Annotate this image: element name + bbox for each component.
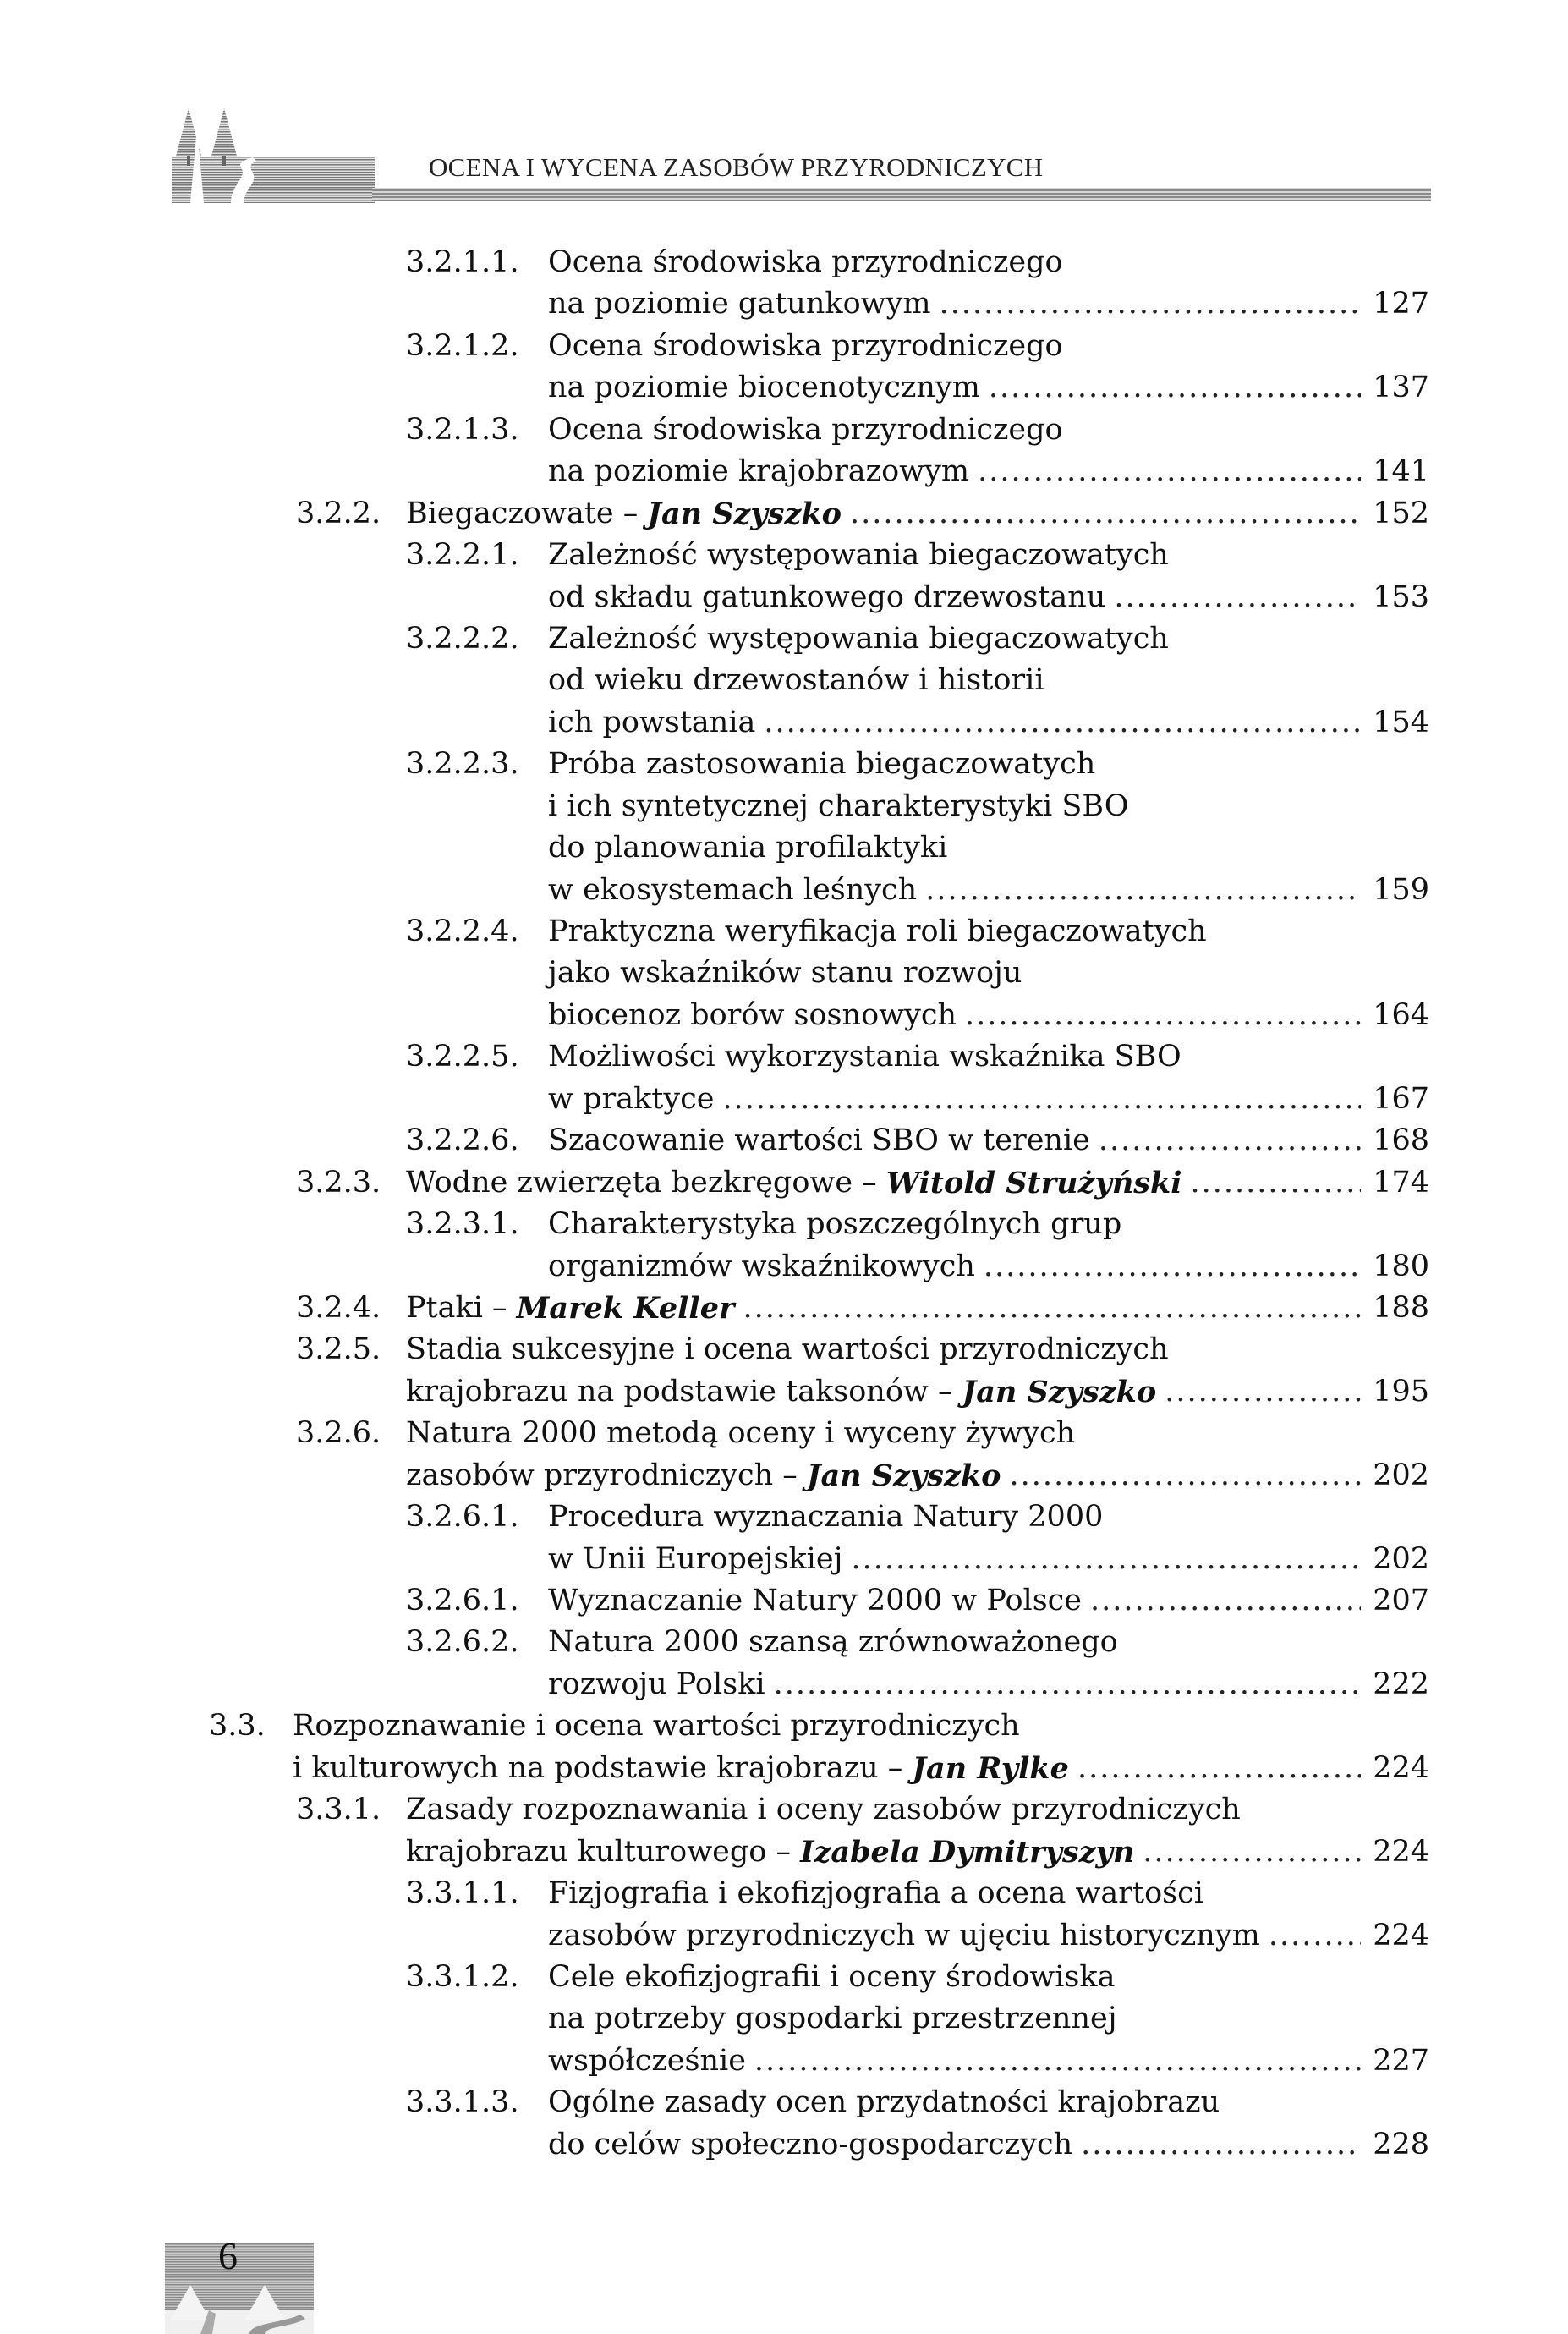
- section-title: na poziomie krajobrazowym: [548, 454, 970, 489]
- toc-entry: [0, 618, 1568, 660]
- page-reference: 224: [1373, 1750, 1429, 1785]
- toc-entry-continuation: [0, 953, 1568, 994]
- toc-entry: [0, 1204, 1568, 1245]
- section-number: 3.3.1.: [296, 1793, 381, 1827]
- section-title: Natura 2000 szansą zrównoważonego: [548, 1625, 1118, 1660]
- page-reference: 188: [1373, 1290, 1429, 1325]
- toc-entry: [0, 1873, 1568, 1914]
- section-title: i ich syntetycznej charakterystyki SBO: [548, 788, 1129, 823]
- section-title: Ogólne zasady ocen przydatności krajobrazu: [548, 2085, 1220, 2120]
- section-title: na poziomie biocenotycznym: [548, 371, 980, 405]
- dot-leader: [851, 1539, 1361, 1580]
- toc-entry: [0, 1705, 1568, 1747]
- page-reference: 153: [1373, 579, 1429, 614]
- section-title: Fizjografia i ekofizjografia a ocena wartości: [548, 1876, 1203, 1911]
- section-author: Jan Rylke: [912, 1750, 1069, 1786]
- toc-entry: [0, 1288, 1568, 1329]
- section-number: 3.2.5.: [296, 1332, 381, 1367]
- page-reference: 180: [1373, 1249, 1429, 1283]
- page-reference: 152: [1373, 496, 1429, 530]
- toc-entry: [0, 1789, 1568, 1831]
- section-number: 3.3.: [209, 1709, 266, 1744]
- section-title: Zależność występowania biegaczowatych: [548, 621, 1169, 656]
- section-title: zasobów przyrodniczych w ujęciu historycznym: [548, 1918, 1260, 1952]
- section-title: ich powstania: [548, 705, 756, 739]
- section-title: w ekosystemach leśnych: [548, 872, 918, 907]
- page-number: 6: [218, 2234, 238, 2277]
- toc-entry-continuation: [0, 702, 1568, 744]
- section-title: i kulturowych na podstawie krajobrazu –: [293, 1750, 903, 1785]
- page-reference: 227: [1373, 2043, 1429, 2078]
- toc-entry: [0, 1957, 1568, 1998]
- page-reference: 154: [1373, 705, 1429, 739]
- dot-leader: [1165, 1371, 1361, 1413]
- section-number: 3.2.2.: [296, 496, 381, 530]
- toc-entry: [0, 326, 1568, 367]
- toc-entry: [0, 409, 1568, 451]
- section-title: Charakterystyka poszczególnych grup: [548, 1207, 1122, 1242]
- toc-entry: [0, 242, 1568, 283]
- dot-leader: [1090, 1580, 1361, 1622]
- section-title: krajobrazu na podstawie taksonów –: [406, 1374, 953, 1409]
- section-number: 3.2.3.1.: [406, 1207, 519, 1242]
- dot-leader: [754, 2040, 1361, 2082]
- section-title: Możliwości wykorzystania wskaźnika SBO: [548, 1040, 1181, 1074]
- running-header-title: OCENA I WYCENA ZASOBÓW PRZYRODNICZYCH: [429, 152, 1044, 182]
- dot-leader: [743, 1288, 1361, 1329]
- section-number: 3.2.4.: [296, 1290, 381, 1325]
- toc-entry-continuation: [0, 1915, 1568, 1957]
- section-number: 3.2.6.1.: [406, 1584, 519, 1617]
- page-reference: 141: [1373, 454, 1429, 489]
- dot-leader: [978, 451, 1361, 492]
- page-reference: 159: [1373, 872, 1429, 907]
- page-reference: 202: [1373, 1541, 1429, 1576]
- toc-entry-continuation: [0, 451, 1568, 492]
- toc-entry: [0, 2082, 1568, 2123]
- section-title: rozwoju Polski: [548, 1667, 765, 1701]
- dot-leader: [764, 702, 1361, 744]
- toc-entry-continuation: [0, 2124, 1568, 2166]
- table-of-contents: [0, 242, 1568, 2166]
- page-reference: 224: [1373, 1834, 1429, 1869]
- toc-entry: [0, 535, 1568, 576]
- page-reference: 224: [1373, 1918, 1429, 1952]
- toc-entry-continuation: [0, 1455, 1568, 1497]
- page-reference: 195: [1373, 1374, 1429, 1409]
- toc-entry-continuation: [0, 1079, 1568, 1120]
- section-title: organizmów wskaźnikowych: [548, 1249, 975, 1283]
- section-number: 3.2.2.2.: [406, 621, 519, 656]
- section-title: Ocena środowiska przyrodniczego: [548, 412, 1063, 447]
- page-reference: 164: [1373, 997, 1429, 1032]
- section-title: Ptaki –: [406, 1290, 507, 1325]
- section-number: 3.2.2.4.: [406, 914, 519, 948]
- section-number: 3.2.6.: [296, 1416, 381, 1451]
- section-title: Zależność występowania biegaczowatych: [548, 538, 1169, 573]
- page-reference: 174: [1373, 1165, 1429, 1200]
- toc-entry-continuation: [0, 1371, 1568, 1413]
- section-title: jako wskaźników stanu rozwoju: [548, 956, 1022, 991]
- dot-leader: [965, 995, 1361, 1036]
- section-title: do planowania profilaktyki: [548, 831, 948, 865]
- section-title: Ocena środowiska przyrodniczego: [548, 245, 1063, 279]
- toc-entry: [0, 1036, 1568, 1078]
- page-reference: 222: [1373, 1667, 1429, 1701]
- section-number: 3.2.6.2.: [406, 1625, 519, 1660]
- section-number: 3.2.6.1.: [406, 1500, 519, 1535]
- toc-entry: [0, 1120, 1568, 1162]
- section-title: w praktyce: [548, 1081, 715, 1116]
- section-number: 3.2.1.3.: [406, 412, 519, 447]
- dot-leader: [1077, 1748, 1361, 1789]
- section-number: 3.3.1.2.: [406, 1959, 519, 1994]
- toc-entry: [0, 744, 1568, 785]
- toc-entry-continuation: [0, 367, 1568, 409]
- section-number: 3.2.2.5.: [406, 1040, 519, 1074]
- page-reference: 167: [1373, 1081, 1429, 1116]
- section-author: Izabela Dymitryszyn: [800, 1834, 1135, 1870]
- section-title: krajobrazu kulturowego –: [406, 1834, 791, 1869]
- section-number: 3.3.1.3.: [406, 2085, 519, 2120]
- forest-logo-icon: [172, 108, 375, 203]
- dot-leader: [774, 1664, 1362, 1705]
- toc-entry-continuation: [0, 1246, 1568, 1288]
- section-number: 3.2.3.: [296, 1165, 381, 1200]
- section-title: Biegaczowate –: [406, 496, 639, 530]
- toc-entry: [0, 1162, 1568, 1204]
- section-author: Marek Keller: [516, 1290, 735, 1326]
- dot-leader: [989, 367, 1361, 409]
- section-title: Zasady rozpoznawania i oceny zasobów przyrodniczych: [406, 1793, 1241, 1827]
- dot-leader: [1099, 1120, 1361, 1162]
- toc-entry-continuation: [0, 827, 1568, 869]
- toc-entry: [0, 493, 1568, 535]
- section-number: 3.2.1.1.: [406, 245, 519, 279]
- toc-entry: [0, 1580, 1568, 1622]
- section-title: Stadia sukcesyjne i ocena wartości przyrodniczych: [406, 1332, 1169, 1367]
- section-title: na poziomie gatunkowym: [548, 287, 931, 321]
- section-author: Witold Strużyński: [885, 1165, 1182, 1200]
- section-title: Wyznaczanie Natury 2000 w Polsce: [548, 1584, 1082, 1617]
- section-title: Natura 2000 metodą oceny i wyceny żywych: [406, 1416, 1076, 1451]
- dot-leader: [925, 870, 1361, 911]
- section-title: do celów społeczno-gospodarczych: [548, 2127, 1073, 2161]
- page-reference: 228: [1373, 2127, 1429, 2161]
- section-title: Procedura wyznaczania Natury 2000: [548, 1500, 1104, 1535]
- dot-leader: [1009, 1455, 1361, 1497]
- page-reference: 207: [1373, 1584, 1429, 1617]
- toc-entry-continuation: [0, 1832, 1568, 1873]
- toc-entry-continuation: [0, 1539, 1568, 1580]
- page-reference: 168: [1373, 1123, 1429, 1158]
- toc-entry-continuation: [0, 577, 1568, 618]
- section-title: w Unii Europejskiej: [548, 1541, 843, 1576]
- section-title: Cele ekofizjografii i oceny środowiska: [548, 1959, 1116, 1994]
- toc-entry-continuation: [0, 1998, 1568, 2040]
- section-author: Jan Szyszko: [806, 1458, 1001, 1493]
- toc-entry: [0, 1622, 1568, 1663]
- section-number: 3.2.2.1.: [406, 538, 519, 573]
- toc-entry: [0, 1497, 1568, 1538]
- dot-leader: [1081, 2124, 1361, 2166]
- section-title: współcześnie: [548, 2043, 746, 2078]
- toc-entry-continuation: [0, 1664, 1568, 1705]
- dot-leader: [1143, 1832, 1361, 1873]
- toc-entry-continuation: [0, 660, 1568, 701]
- header-band: [372, 188, 1431, 201]
- toc-entry-continuation: [0, 2040, 1568, 2082]
- section-title: biocenoz borów sosnowych: [548, 997, 957, 1032]
- dot-leader: [1114, 577, 1361, 618]
- section-title: Próba zastosowania biegaczowatych: [548, 747, 1096, 782]
- dot-leader: [984, 1246, 1361, 1288]
- section-number: 3.3.1.1.: [406, 1876, 519, 1911]
- dot-leader: [1191, 1162, 1362, 1204]
- section-number: 3.2.1.2.: [406, 328, 519, 363]
- section-title: od wieku drzewostanów i historii: [548, 663, 1044, 698]
- section-title: na potrzeby gospodarki przestrzennej: [548, 2002, 1117, 2036]
- section-title: Praktyczna weryfikacja roli biegaczowatych: [548, 914, 1207, 948]
- section-title: zasobów przyrodniczych –: [406, 1458, 798, 1492]
- toc-entry-continuation: [0, 870, 1568, 911]
- page-reference: 202: [1373, 1458, 1429, 1492]
- toc-entry: [0, 1413, 1568, 1454]
- section-title: Wodne zwierzęta bezkręgowe –: [406, 1165, 877, 1200]
- section-title: od składu gatunkowego drzewostanu: [548, 579, 1106, 614]
- section-number: 3.2.2.3.: [406, 747, 519, 782]
- toc-entry-continuation: [0, 283, 1568, 325]
- section-number: 3.2.2.6.: [406, 1123, 519, 1158]
- toc-entry-continuation: [0, 1748, 1568, 1789]
- dot-leader: [850, 493, 1361, 535]
- section-title: Rozpoznawanie i ocena wartości przyrodniczych: [293, 1709, 1020, 1744]
- section-title: Szacowanie wartości SBO w terenie: [548, 1123, 1090, 1158]
- dot-leader: [1269, 1915, 1361, 1957]
- section-author: Jan Szyszko: [647, 496, 842, 531]
- toc-entry: [0, 911, 1568, 953]
- dot-leader: [940, 283, 1362, 325]
- toc-entry: [0, 1329, 1568, 1370]
- section-author: Jan Szyszko: [962, 1374, 1157, 1409]
- dot-leader: [722, 1079, 1361, 1120]
- page-reference: 127: [1373, 287, 1429, 321]
- page-reference: 137: [1373, 371, 1429, 405]
- section-title: Ocena środowiska przyrodniczego: [548, 328, 1063, 363]
- toc-entry-continuation: [0, 995, 1568, 1036]
- toc-entry-continuation: [0, 786, 1568, 827]
